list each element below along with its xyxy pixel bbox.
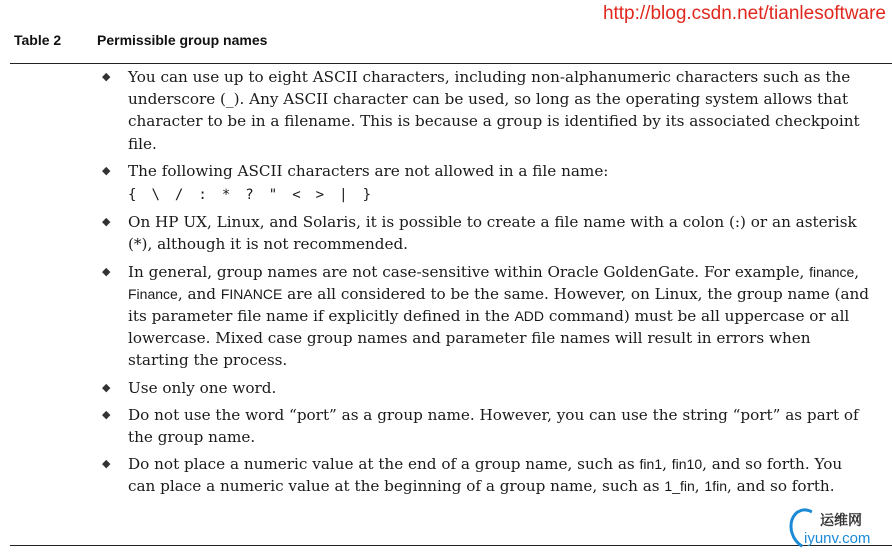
code-term: fin1 <box>639 456 663 473</box>
list-item: ◆ Do not place a numeric value at the end of a group name, such as fin1, fin10, and so forth. You can place a numeric value at the beginning of a group name, such as 1_fin, 1fin, and so forth. <box>102 455 843 496</box>
code-term: ADD <box>514 308 545 325</box>
code-term: FINANCE <box>220 285 283 302</box>
site-logo <box>780 502 892 552</box>
diamond-bullet-icon: ◆ <box>102 215 111 229</box>
list-item: ◆ Use only one word. <box>0 377 892 399</box>
list-item: ◆ In general, group names are not case-sensitive within Oracle GoldenGate. For example, finance, Finance, and FINANCE are all considered to be the same. However, on Linux, the group name (and its parameter file name if explicitly defined in the ADD command) must be all uppercase or all lowercase. Mixed case group names and parameter file names will result in errors when starting the process. <box>102 262 870 370</box>
list-item: ◆ The following ASCII characters are not allowed in a file name: { \ / : * ? " < > | } <box>0 160 892 206</box>
diamond-bullet-icon: ◆ <box>102 70 111 83</box>
list-item: ◆ You can use up to eight ASCII characters, including non-alphanumeric characters such as the underscore (_). Any ASCII character can be used, so long as the operating system allows that character to be in a filename. This is because a group is identified by its associated checkpoint file. <box>102 68 860 153</box>
bottom-rule <box>10 545 892 546</box>
rules-list <box>0 66 892 503</box>
code-term: Finance <box>128 285 178 302</box>
code-term: fin10 <box>671 456 703 473</box>
disallowed-characters: { \ / : * ? " < > | } <box>128 187 372 204</box>
diamond-bullet-icon: ◆ <box>102 264 111 278</box>
code-term: 1fin <box>704 478 727 495</box>
top-rule <box>10 63 892 64</box>
code-term: finance <box>809 263 855 280</box>
table-label: Table 2 <box>14 32 62 48</box>
table-title: Permissible group names <box>97 32 268 48</box>
diamond-bullet-icon: ◆ <box>102 380 111 394</box>
table-caption <box>14 32 268 48</box>
diamond-bullet-icon: ◆ <box>102 457 111 471</box>
code-term: 1_fin <box>664 478 695 495</box>
logo-text-cn: 运维网 <box>820 513 862 529</box>
list-item: ◆ On HP UX, Linux, and Solaris, it is possible to create a file name with a colon (:) or an asterisk (*), although it is not recommended. <box>102 213 857 254</box>
logo-text-url: iyunv.com <box>804 530 871 547</box>
diamond-bullet-icon: ◆ <box>102 407 111 421</box>
diamond-bullet-icon: ◆ <box>102 163 111 177</box>
list-item: ◆ Do not use the word “port” as a group name. However, you can use the string “port” as part of the group name. <box>102 405 859 447</box>
watermark-url: http://blog.csdn.net/tianlesoftware <box>602 3 886 24</box>
